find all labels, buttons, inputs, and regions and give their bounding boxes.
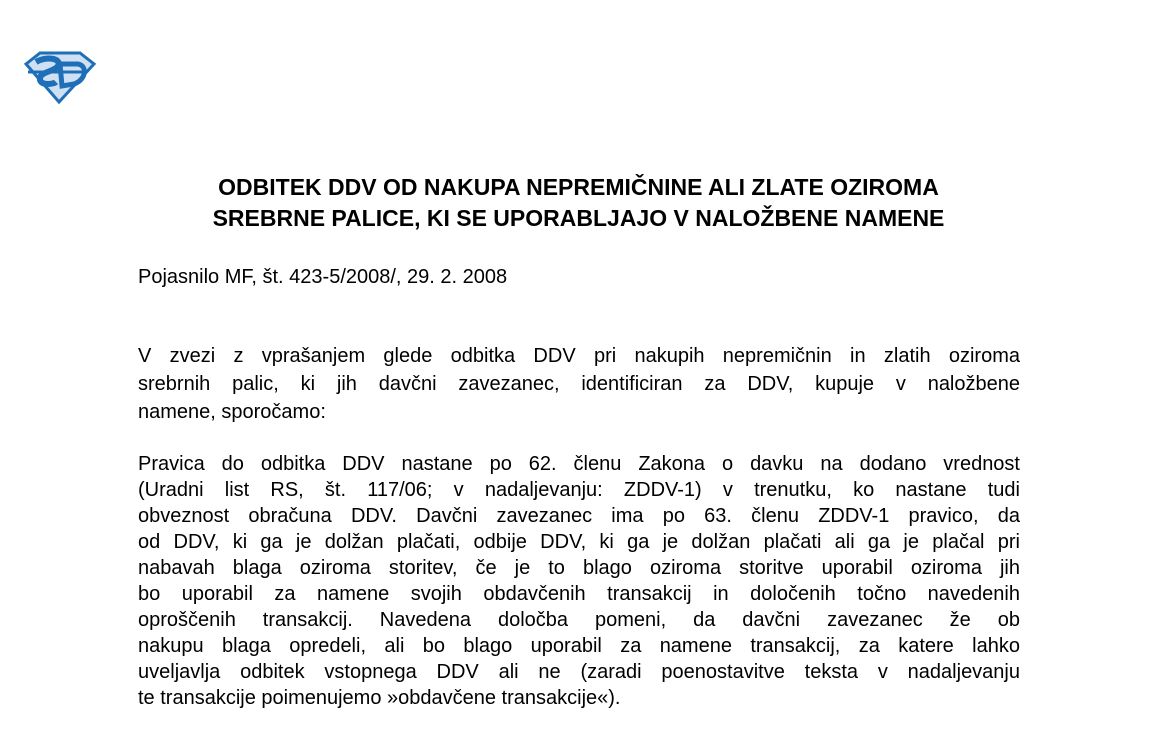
reference-line: Pojasnilo MF, št. 423-5/2008/, 29. 2. 2008 [138, 266, 508, 288]
title-line: SREBRNE PALICE, KI SE UPORABLJAJO V NALOŽBENE NAMENE [212, 205, 945, 231]
text-line: oproščenih transakcij. Navedena določba pomeni, da davčni zavezanec že ob [138, 609, 1020, 631]
text-line: V zvezi z vprašanjem glede odbitka DDV pri nakupih nepremičnin in zlatih oziroma [138, 345, 1020, 367]
text-line: bo uporabil za namene svojih obdavčenih transakcij in določenih točno navedenih [138, 583, 1020, 605]
text-line: obveznost obračuna DDV. Davčni zavezanec ima po 63. členu ZDDV-1 pravico, da [138, 505, 1020, 527]
text-line: Pravica do odbitka DDV nastane po 62. členu Zakona o davku na dodano vrednost [138, 453, 1020, 475]
paragraph-2 [138, 451, 1020, 711]
text-line: uveljavlja odbitek vstopnega DDV ali ne (zaradi poenostavitve teksta v nadaljevanju [138, 661, 1020, 683]
text-line: te transakcije poimenujemo »obdavčene transakcije«). [138, 687, 621, 709]
text-line: od DDV, ki ga je dolžan plačati, odbije DDV, ki ga je dolžan plačati ali ga je plačal pri [138, 531, 1020, 553]
document-title [0, 172, 1157, 234]
text-line: nakupu blaga opredeli, ali bo blago uporabil za namene transakcij, za katere lahko [138, 635, 1020, 657]
text-line: (Uradni list RS, št. 117/06; v nadaljevanju: ZDDV-1) v trenutku, ko nastane tudi [138, 479, 1020, 501]
text-line: nabavah blaga oziroma storitev, če je to blago oziroma storitve uporabil oziroma jih [138, 557, 1020, 579]
title-line: ODBITEK DDV OD NAKUPA NEPREMIČNINE ALI ZLATE OZIROMA [218, 174, 939, 200]
text-line: srebrnih palic, ki jih davčni zavezanec, identificiran za DDV, kupuje v naložbene [138, 373, 1020, 395]
company-logo [22, 50, 96, 104]
text-line: namene, sporočamo: [138, 401, 326, 423]
paragraph-1 [138, 342, 1020, 426]
